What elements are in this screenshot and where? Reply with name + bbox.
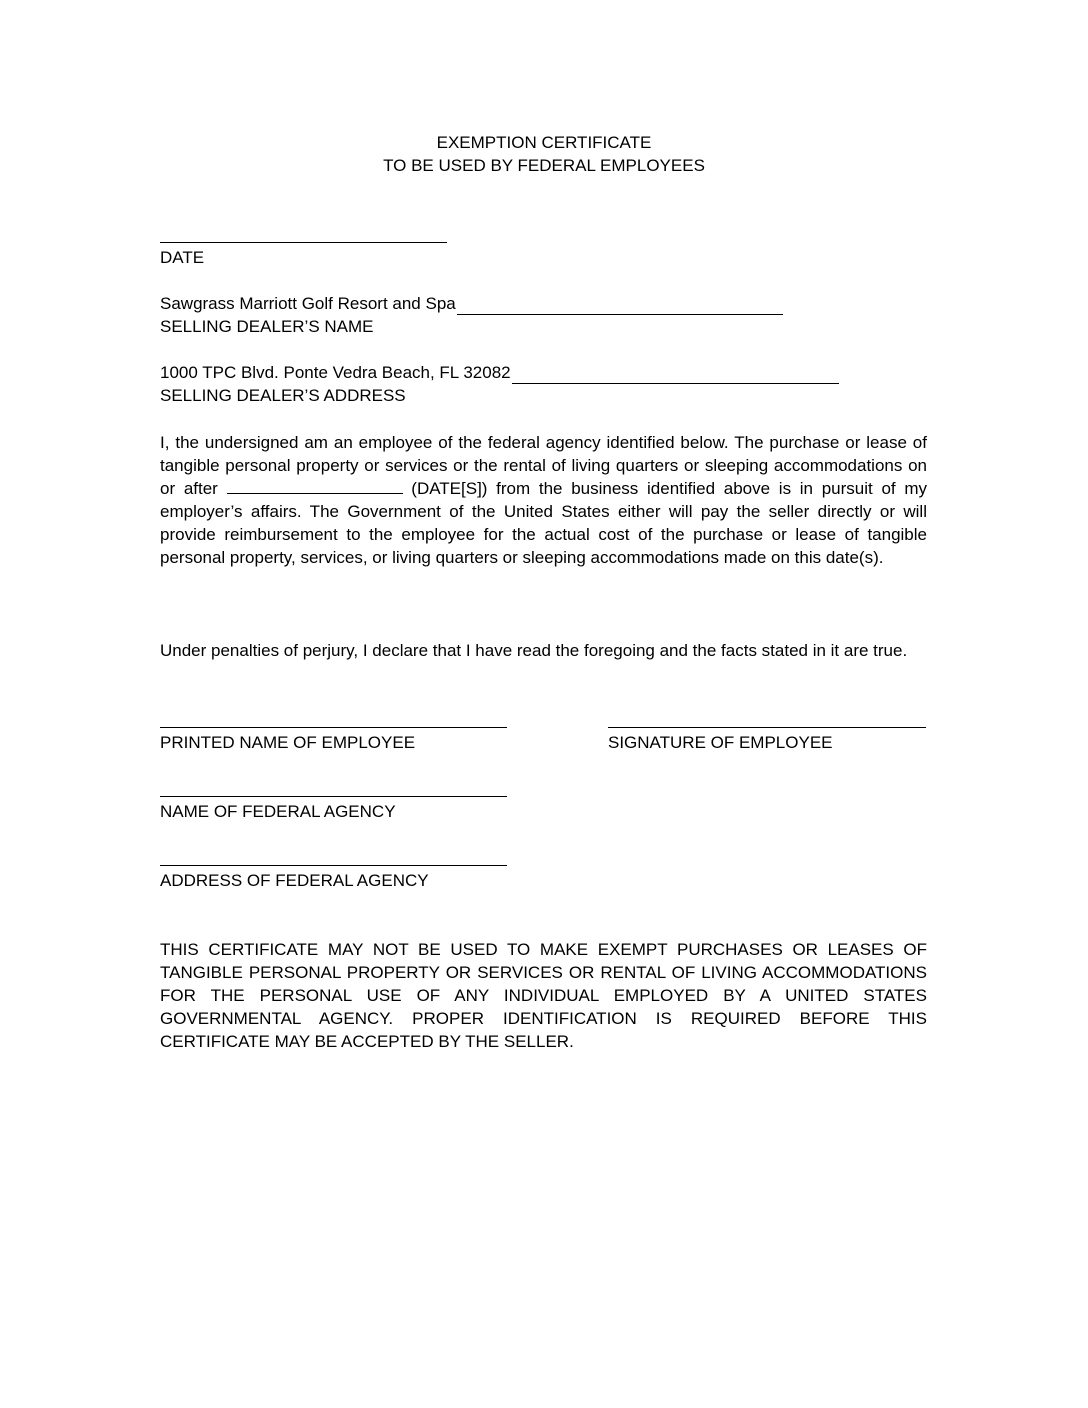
- date-range-blank[interactable]: [227, 478, 403, 494]
- dealer-name-fill-line: [457, 296, 783, 315]
- signature-label: SIGNATURE OF EMPLOYEE: [608, 733, 833, 752]
- dealer-address-value: 1000 TPC Blvd. Ponte Vedra Beach, FL 32082: [160, 363, 511, 382]
- agency-name-label: NAME OF FEDERAL AGENCY: [160, 802, 396, 821]
- dealer-name-label: SELLING DEALER’S NAME: [160, 317, 374, 336]
- agency-name-line[interactable]: [160, 796, 507, 797]
- dealer-name-field[interactable]: [160, 292, 783, 315]
- statement-part2: (DATE[S]) from the business identified above is in pursuit of my employer’s affairs. The Government of the United States either will pay the seller directly or will provide reimbursement to the employee for the actual cost of the purchase or lease of tangible personal property, services, or living quarters or sleeping accommodations made on this date(s).: [160, 479, 927, 567]
- printed-name-line[interactable]: [160, 727, 507, 728]
- agency-address-line[interactable]: [160, 865, 507, 866]
- document-header: [0, 131, 1088, 177]
- statement-paragraph: [160, 431, 927, 569]
- dealer-address-label: SELLING DEALER’S ADDRESS: [160, 386, 406, 405]
- perjury-paragraph: Under penalties of perjury, I declare that I have read the foregoing and the facts stated in it are true.: [160, 641, 908, 660]
- date-label: DATE: [160, 248, 205, 267]
- date-line[interactable]: [160, 242, 447, 243]
- dealer-address-field[interactable]: [160, 361, 839, 384]
- printed-name-label: PRINTED NAME OF EMPLOYEE: [160, 733, 416, 752]
- statement-part1: I, the undersigned am an employee of the federal agency identified below. The purchase or lease of tangible personal property or services or the rental of living quarters or sleeping accommodations on or after: [160, 433, 927, 498]
- document-title: EXEMPTION CERTIFICATE: [436, 133, 652, 152]
- dealer-address-fill-line: [512, 365, 839, 384]
- usage-notice: THIS CERTIFICATE MAY NOT BE USED TO MAKE EXEMPT PURCHASES OR LEASES OF TANGIBLE PERSONAL PROPERTY OR SERVICES OR RENTAL OF LIVING ACCOMMODATIONS FOR THE PERSONAL USE OF ANY INDIVIDUAL EMPLOYED BY A UNITED STATES GOVERNMENTAL AGENCY. PROPER IDENTIFICATION IS REQUIRED BEFORE THIS CERTIFICATE MAY BE ACCEPTED BY THE SELLER.: [160, 940, 927, 1051]
- signature-line[interactable]: [608, 727, 926, 728]
- agency-address-label: ADDRESS OF FEDERAL AGENCY: [160, 871, 429, 890]
- dealer-name-value: Sawgrass Marriott Golf Resort and Spa: [160, 294, 456, 313]
- document-subtitle: TO BE USED BY FEDERAL EMPLOYEES: [383, 156, 705, 175]
